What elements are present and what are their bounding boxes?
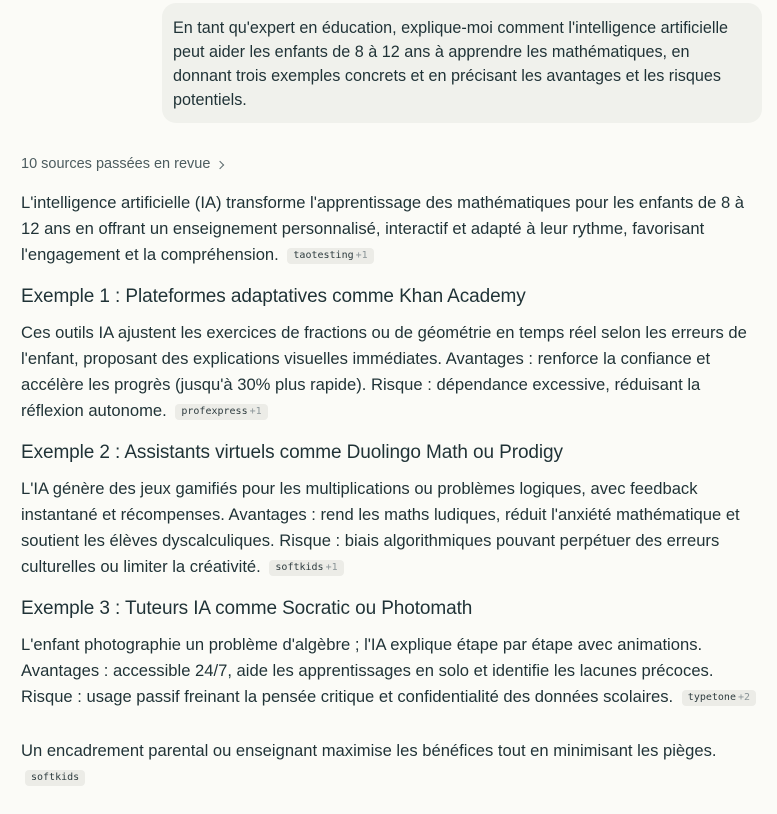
example-3-text: L'enfant photographie un problème d'algèbre ; l'IA explique étape par étape avec animations. Avantages : accessible 24/7, aide les apprentissages en solo et identifie les lacunes précoces. Risque : usage passif freinant la pensée critique et confidentialité des données scolaires.	[21, 635, 714, 706]
intro-text: L'intelligence artificielle (IA) transforme l'apprentissage des mathématiques pour les enfants de 8 à 12 ans en offrant un enseignement personnalisé, interactif et adapté à leur rythme, favorisant l'engagement et la compréhension.	[21, 193, 745, 264]
citation-source: softkids	[275, 562, 324, 573]
citation-chip[interactable]	[25, 770, 85, 786]
intro-paragraph	[21, 190, 766, 268]
example-2-heading: Exemple 2 : Assistants virtuels comme Duolingo Math ou Prodigy	[21, 442, 563, 463]
sources-label: 10 sources passées en revue	[21, 156, 211, 172]
user-message-bubble	[162, 3, 762, 123]
example-1-text: Ces outils IA ajustent les exercices de fractions ou de géométrie en temps réel selon les erreurs de l'enfant, proposant des explications visuelles immédiates. Avantages : renforce la confiance et accélère les progrès (jusqu'à 30% plus rapide). Risque : dépendance excessive, réduisant la réflexion autonome.	[21, 323, 747, 420]
example-2-paragraph	[21, 476, 766, 580]
sources-reviewed-link[interactable]	[21, 155, 223, 173]
chevron-right-icon	[216, 160, 224, 168]
citation-source: typetone	[687, 692, 736, 703]
user-message-text: En tant qu'expert en éducation, explique-moi comment l'intelligence artificielle peut aider les enfants de 8 à 12 ans à apprendre les mathématiques, en donnant trois exemples concrets et en précisant les avantages et les risques potentiels.	[173, 19, 729, 109]
example-1-heading: Exemple 1 : Plateformes adaptatives comme Khan Academy	[21, 286, 526, 307]
citation-source: taotesting	[293, 250, 354, 261]
citation-extra-count: +2	[737, 692, 751, 703]
example-2-text: L'IA génère des jeux gamifiés pour les multiplications ou problèmes logiques, avec feedback instantané et récompenses. Avantages : rend les maths ludiques, réduit l'anxiété mathématique et soutient les élèves dyscalculiques. Risque : biais algorithmiques pouvant perpétuer des erreurs culturelles ou limiter la créativité.	[21, 479, 740, 576]
citation-chip[interactable]	[682, 690, 756, 706]
citation-extra-count: +1	[355, 250, 368, 261]
citation-chip[interactable]	[269, 560, 343, 576]
conclusion-paragraph	[21, 738, 766, 790]
citation-extra-count: +1	[325, 562, 338, 573]
citation-extra-count: +1	[249, 406, 262, 417]
citation-source: profexpress	[181, 406, 248, 417]
citation-chip[interactable]	[287, 248, 373, 264]
example-3-heading: Exemple 3 : Tuteurs IA comme Socratic ou Photomath	[21, 598, 473, 619]
citation-source: softkids	[31, 772, 80, 783]
citation-chip[interactable]	[175, 404, 267, 420]
assistant-answer	[21, 190, 766, 790]
conclusion-text: Un encadrement parental ou enseignant maximise les bénéfices tout en minimisant les pièges.	[21, 741, 717, 760]
example-1-paragraph	[21, 320, 766, 424]
example-3-paragraph	[21, 632, 766, 710]
